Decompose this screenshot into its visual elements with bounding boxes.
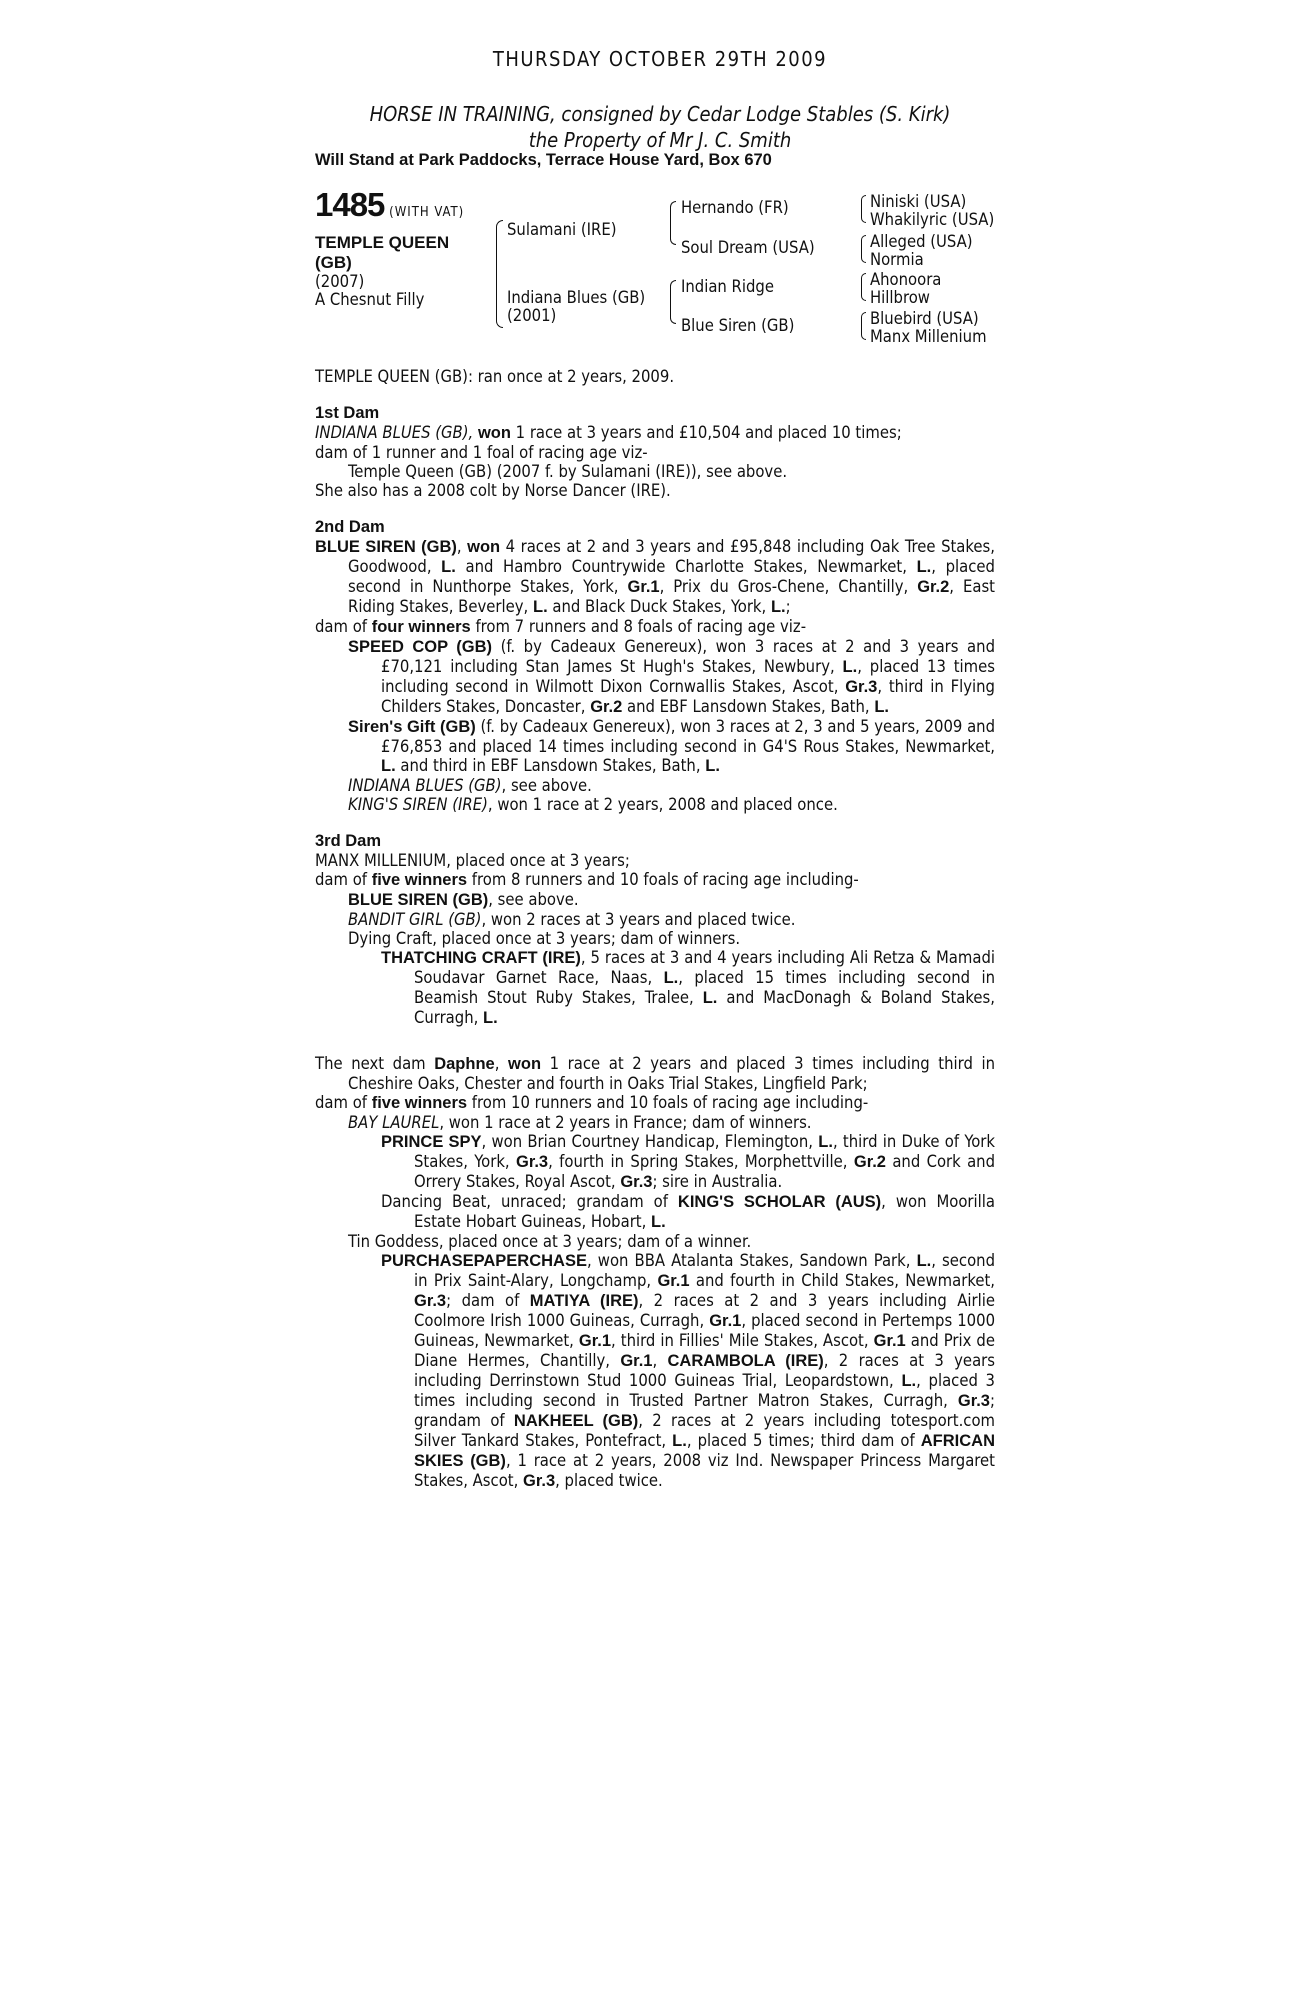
- ancestor-name: Whakilyric (USA): [870, 210, 995, 229]
- ancestor-name: Manx Millenium: [870, 327, 987, 346]
- progeny-entry: Dying Craft, placed once at 3 years; dam of winners.: [348, 929, 741, 948]
- vat-note: (WITH VAT): [389, 205, 465, 220]
- owner-line: the Property of Mr J. C. Smith: [528, 128, 792, 152]
- foaling-year: (2007): [315, 272, 365, 291]
- first-dam-foal: Temple Queen (GB) (2007 f. by Sulamani (IRE)), see above.: [348, 462, 788, 481]
- pedigree-bracket: [861, 273, 866, 301]
- progeny-entry: BLUE SIREN (GB), see above.: [348, 890, 579, 909]
- pedigree-bracket: [670, 280, 676, 324]
- stand-location: Will Stand at Park Paddocks, Terrace House Yard, Box 670: [315, 151, 772, 169]
- second-dam-heading: 2nd Dam: [315, 518, 385, 536]
- progeny-entry: Siren's Gift (GB) (f. by Cadeaux Genereux), won 3 races at 2, 3 and 5 years, 2009 and £76,853 and placed 14 times including second in G4'S Rous Stakes, Newmarket, L. and third in EBF Lansdown Stakes, Bath, L.: [348, 717, 996, 775]
- first-dam-progeny: dam of 1 runner and 1 foal of racing age viz-: [315, 443, 648, 462]
- progeny-entry: INDIANA BLUES (GB), see above.: [348, 776, 592, 795]
- horse-description: A Chesnut Filly: [315, 290, 425, 309]
- sire-dam-name: Soul Dream (USA): [681, 238, 815, 257]
- progeny-entry: KING'S SIREN (IRE), won 1 race at 2 years, 2008 and placed once.: [348, 795, 838, 814]
- dam-year: (2001): [507, 306, 557, 325]
- ancestor-name: Hillbrow: [870, 288, 930, 307]
- pedigree-bracket: [861, 195, 866, 223]
- pedigree-table: [315, 186, 1015, 352]
- grand-progeny-entry: THATCHING CRAFT (IRE), 5 races at 3 and 4 years including Ali Retza & Mamadi Soudavar Garnet Race, Naas, L., placed 15 times including second in Beamish Stout Ruby Stakes, Tralee, L. and MacDonagh & Boland Stakes, Curragh, L.: [381, 948, 996, 1027]
- first-dam-record: INDIANA BLUES (GB), won 1 race at 3 years and £10,504 and placed 10 times;: [315, 423, 902, 442]
- catalogue-text: [315, 367, 995, 1491]
- ancestor-name: Niniski (USA): [870, 192, 967, 211]
- ancestor-name: Bluebird (USA): [870, 309, 979, 328]
- second-dam-record: BLUE SIREN (GB), won 4 races at 2 and 3 years and £95,848 including Oak Tree Stakes, Goodwood, L. and Hambro Countrywide Charlotte Stakes, Newmarket, L., placed second in Nunthorpe Stakes, York, Gr.1, Prix du Gros-Chene, Chantilly, Gr.2, East Riding Stakes, Beverley, L. and Black Duck Stakes, York, L.;: [315, 537, 995, 616]
- ancestor-name: Alleged (USA): [870, 232, 973, 251]
- grand-progeny-entry: Dancing Beat, unraced; grandam of KING'S SCHOLAR (AUS), won Moorilla Estate Hobart Guineas, Hobart, L.: [381, 1192, 995, 1231]
- progeny-entry: Tin Goddess, placed once at 3 years; dam of a winner.: [348, 1232, 752, 1251]
- next-dam-record: The next dam Daphne, won 1 race at 2 years and placed 3 times including third in Cheshire Oaks, Chester and fourth in Oaks Trial Stakes, Lingfield Park;: [315, 1054, 995, 1093]
- consignor-line: HORSE IN TRAINING, consigned by Cedar Lodge Stables (S. Kirk): [369, 102, 951, 126]
- ancestor-name: Ahonoora: [870, 270, 942, 289]
- next-dam-progeny: dam of five winners from 10 runners and 10 foals of racing age including-: [315, 1093, 869, 1112]
- pedigree-bracket: [861, 235, 866, 263]
- horse-name-line1: TEMPLE QUEEN: [315, 233, 450, 252]
- progeny-entry: BANDIT GIRL (GB), won 2 races at 3 years and placed twice.: [348, 910, 796, 929]
- first-dam-heading: 1st Dam: [315, 404, 380, 422]
- horse-name-line2: (GB): [315, 253, 352, 272]
- third-dam-heading: 3rd Dam: [315, 832, 382, 850]
- third-dam-record: MANX MILLENIUM, placed once at 3 years;: [315, 851, 630, 870]
- lot-number: 1485: [315, 186, 385, 223]
- grand-progeny-entry: PRINCE SPY, won Brian Courtney Handicap, Flemington, L., third in Duke of York Stakes, York, Gr.3, fourth in Spring Stakes, Morphettville, Gr.2 and Cork and Orrery Stakes, Royal Ascot, Gr.3; sire in Australia.: [381, 1132, 996, 1191]
- sire-sire-name: Hernando (FR): [681, 198, 789, 217]
- sale-date: THURSDAY OCTOBER 29TH 2009: [492, 47, 828, 71]
- first-dam-note: She also has a 2008 colt by Norse Dancer (IRE).: [315, 481, 671, 500]
- sire-name: Sulamani (IRE): [507, 220, 617, 239]
- third-dam-progeny: dam of five winners from 8 runners and 10 foals of racing age including-: [315, 870, 859, 889]
- progeny-entry: BAY LAUREL, won 1 race at 2 years in France; dam of winners.: [348, 1113, 812, 1132]
- second-dam-progeny: dam of four winners from 7 runners and 8 foals of racing age viz-: [315, 617, 807, 636]
- dam-dam-name: Blue Siren (GB): [681, 316, 795, 335]
- lot-header: [315, 186, 464, 224]
- dam-sire-name: Indian Ridge: [681, 277, 774, 296]
- progeny-entry: SPEED COP (GB) (f. by Cadeaux Genereux), won 3 races at 2 and 3 years and £70,121 including Stan James St Hugh's Stakes, Newbury, L., placed 13 times including second in Wilmott Dixon Cornwallis Stakes, Ascot, Gr.3, third in Flying Childers Stakes, Doncaster, Gr.2 and EBF Lansdown Stakes, Bath, L.: [348, 637, 996, 716]
- dam-name: Indiana Blues (GB): [507, 288, 646, 307]
- consignment-info: [315, 101, 1005, 153]
- pedigree-bracket: [496, 220, 503, 328]
- pedigree-bracket: [670, 201, 676, 245]
- race-summary: TEMPLE QUEEN (GB): ran once at 2 years, 2009.: [315, 367, 675, 386]
- grand-progeny-entry: PURCHASEPAPERCHASE, won BBA Atalanta Stakes, Sandown Park, L., second in Prix Saint-Alary, Longchamp, Gr.1 and fourth in Child Stakes, Newmarket, Gr.3; dam of MATIYA (IRE), 2 races at 2 and 3 years including Airlie Coolmore Irish 1000 Guineas, Curragh, Gr.1, placed second in Pertemps 1000 Guineas, Newmarket, Gr.1, third in Fillies' Mile Stakes, Ascot, Gr.1 and Prix de Diane Hermes, Chantilly, Gr.1, CARAMBOLA (IRE), 2 races at 3 years including Derrinstown Stud 1000 Guineas Trial, Leopardstown, L., placed 3 times including second in Trusted Partner Matron Stakes, Curragh, Gr.3; grandam of NAKHEEL (GB), 2 races at 2 years including totesport.com Silver Tankard Stakes, Pontefract, L., placed 5 times; third dam of AFRICAN SKIES (GB), 1 race at 2 years, 2008 viz Ind. Newspaper Princess Margaret Stakes, Ascot, Gr.3, placed twice.: [381, 1251, 996, 1490]
- ancestor-name: Normia: [870, 250, 924, 269]
- pedigree-bracket: [861, 312, 866, 340]
